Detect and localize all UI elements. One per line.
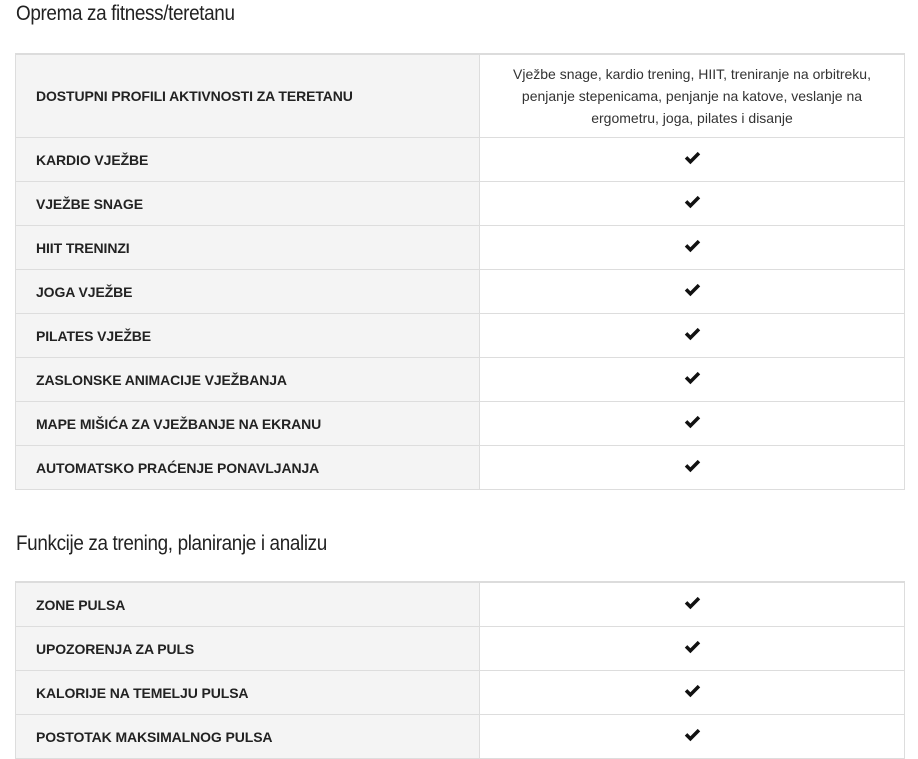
checkmark-icon bbox=[684, 415, 701, 432]
table-row bbox=[16, 582, 905, 627]
row-value bbox=[480, 182, 905, 226]
spec-table-training-functions bbox=[15, 581, 905, 759]
checkmark-icon bbox=[684, 728, 701, 745]
row-value bbox=[480, 671, 905, 715]
row-label: KALORIJE NA TEMELJU PULSA bbox=[16, 671, 480, 715]
checkmark-icon bbox=[684, 684, 701, 701]
row-value bbox=[480, 358, 905, 402]
checkmark-icon bbox=[684, 151, 701, 168]
table-row bbox=[16, 446, 905, 490]
table-row bbox=[16, 402, 905, 446]
profiles-description: Vježbe snage, kardio trening, HIIT, treniranje na orbitreku, penjanje stepenicama, penjanje na katove, veslanje na ergometru, joga, pilates i disanje bbox=[513, 66, 871, 126]
row-value bbox=[480, 715, 905, 759]
row-value bbox=[480, 270, 905, 314]
checkmark-icon bbox=[684, 327, 701, 344]
row-label: MAPE MIŠIĆA ZA VJEŽBANJE NA EKRANU bbox=[16, 402, 480, 446]
row-label: UPOZORENJA ZA PULS bbox=[16, 627, 480, 671]
section-title-gym-equipment: Oprema za fitness/teretanu bbox=[16, 2, 235, 25]
table-row bbox=[16, 138, 905, 182]
table-row bbox=[16, 54, 905, 138]
checkmark-icon bbox=[684, 596, 701, 613]
row-value bbox=[480, 446, 905, 490]
row-label: DOSTUPNI PROFILI AKTIVNOSTI ZA TERETANU bbox=[16, 54, 480, 138]
row-label: PILATES VJEŽBE bbox=[16, 314, 480, 358]
section-title-training-functions: Funkcije za trening, planiranje i analizu bbox=[16, 532, 327, 555]
table-row bbox=[16, 671, 905, 715]
row-value bbox=[480, 627, 905, 671]
table-row bbox=[16, 314, 905, 358]
table-row bbox=[16, 226, 905, 270]
row-label: POSTOTAK MAKSIMALNOG PULSA bbox=[16, 715, 480, 759]
checkmark-icon bbox=[684, 283, 701, 300]
row-value bbox=[480, 582, 905, 627]
table-row bbox=[16, 270, 905, 314]
row-label: ZASLONSKE ANIMACIJE VJEŽBANJA bbox=[16, 358, 480, 402]
row-label: AUTOMATSKO PRAĆENJE PONAVLJANJA bbox=[16, 446, 480, 490]
row-label: KARDIO VJEŽBE bbox=[16, 138, 480, 182]
table-row bbox=[16, 182, 905, 226]
row-label: ZONE PULSA bbox=[16, 582, 480, 627]
row-label: VJEŽBE SNAGE bbox=[16, 182, 480, 226]
checkmark-icon bbox=[684, 640, 701, 657]
row-value bbox=[480, 314, 905, 358]
checkmark-icon bbox=[684, 239, 701, 256]
table-row bbox=[16, 358, 905, 402]
spec-table-gym-equipment bbox=[15, 53, 905, 490]
table-row bbox=[16, 627, 905, 671]
row-label: HIIT TRENINZI bbox=[16, 226, 480, 270]
table-row bbox=[16, 715, 905, 759]
checkmark-icon bbox=[684, 195, 701, 212]
row-value bbox=[480, 402, 905, 446]
row-value bbox=[480, 54, 905, 138]
checkmark-icon bbox=[684, 459, 701, 476]
row-label: JOGA VJEŽBE bbox=[16, 270, 480, 314]
row-value bbox=[480, 138, 905, 182]
checkmark-icon bbox=[684, 371, 701, 388]
row-value bbox=[480, 226, 905, 270]
